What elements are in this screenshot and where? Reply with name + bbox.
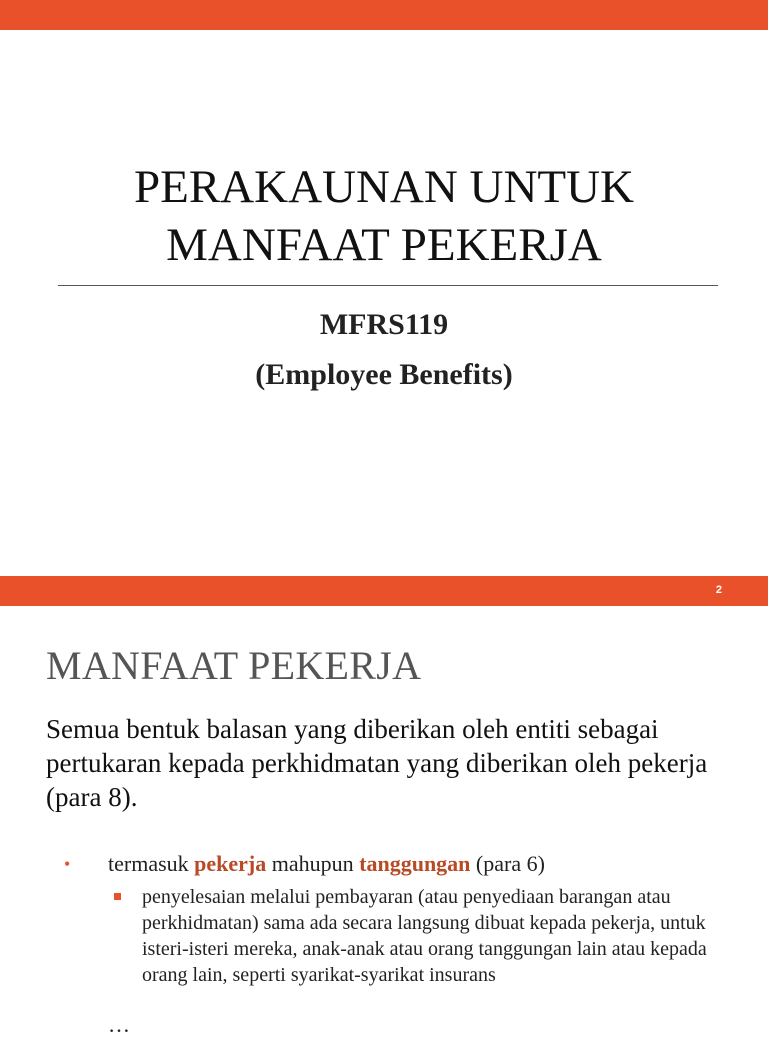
bullet-suffix: (para 6) — [470, 851, 545, 876]
title-line-1: PERAKAUNAN UNTUK — [133, 161, 635, 213]
slide-2-header-bar — [0, 576, 768, 606]
slide-number: 2 — [715, 584, 722, 596]
bullet-dot-icon: • — [64, 854, 71, 874]
cutoff-text: … — [108, 1012, 130, 1037]
highlight-tanggungan: tanggungan — [359, 851, 471, 876]
bullet-prefix: termasuk — [108, 851, 195, 876]
slide-1-title — [0, 158, 768, 274]
subtitle-standard: MFRS119 — [319, 308, 449, 341]
slide-2 — [0, 576, 768, 1037]
top-accent-bar — [0, 0, 768, 30]
highlight-pekerja: pekerja — [194, 851, 267, 876]
title-divider — [58, 285, 718, 286]
bullet-middle: mahupun — [266, 851, 360, 876]
sub-bullet-text: penyelesaian melalui pembayaran (atau penyediaan barangan atau perkhidmatan) sama ada secara langsung dibuat kepada pekerja, untuk isteri-isteri mereka, anak-anak atau orang tanggungan lain atau kepada orang lain, seperti syarikat-syarikat insurans — [142, 886, 707, 986]
title-line-2: MANFAAT PEKERJA — [166, 219, 602, 271]
definition-text: Semua bentuk balasan yang diberikan oleh entiti sebagai pertukaran kepada perkhidmatan yang diberikan oleh pekerja (para 8). — [46, 714, 708, 812]
slide-2-title: MANFAAT PEKERJA — [46, 643, 422, 688]
square-bullet-icon — [114, 893, 121, 900]
subtitle-description: (Employee Benefits) — [255, 358, 513, 391]
bullet-text — [108, 850, 545, 878]
